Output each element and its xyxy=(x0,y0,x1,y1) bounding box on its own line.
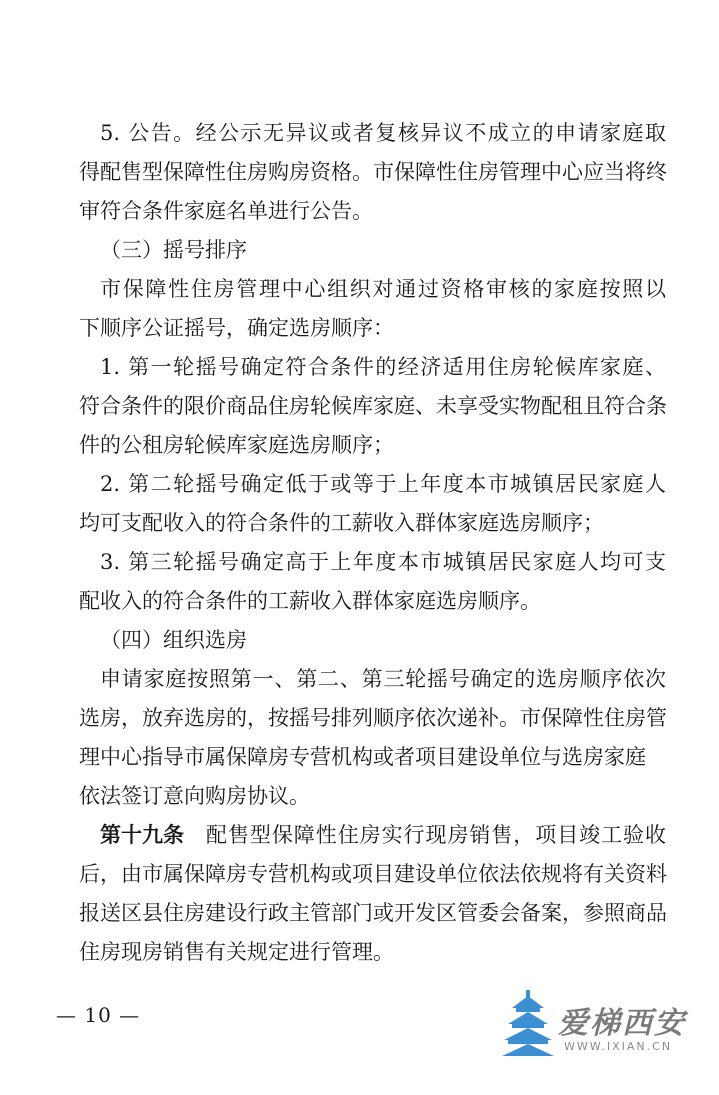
paragraph-line: 均可支配收入的符合条件的工薪收入群体家庭选房顺序； xyxy=(79,511,604,535)
paragraph-line: 选房，放弃选房的，按摇号排列顺序依次递补。市保障性住房管 xyxy=(79,706,667,730)
paragraph-line: 得配售型保障性住房购房资格。市保障性住房管理中心应当将终 xyxy=(79,160,667,184)
paragraph-line: 3. 第三轮摇号确定高于上年度本市城镇居民家庭人均可支 xyxy=(100,550,666,574)
paragraph-line: 市保障性住房管理中心组织对通过资格审核的家庭按照以 xyxy=(100,277,666,301)
paragraph-line: 5. 公告。经公示无异议或者复核异议不成立的申请家庭取 xyxy=(100,121,666,145)
paragraph-line: 申请家庭按照第一、第二、第三轮摇号确定的选房顺序依次 xyxy=(100,667,666,691)
section-heading: （三）摇号排序 xyxy=(100,238,247,262)
paragraph-line: 配售型保障性住房实行现房销售，项目竣工验收 xyxy=(206,823,666,847)
paragraph-line: 件的公租房轮候库家庭选房顺序； xyxy=(79,433,394,457)
paragraph-line: 下顺序公证摇号，确定选房顺序： xyxy=(79,316,394,340)
paragraph-line: 后，由市属保障房专营机构或项目建设单位依法依规将有关资料 xyxy=(79,862,667,886)
watermark-logo xyxy=(502,990,702,1060)
paragraph-line: 审符合条件家庭名单进行公告。 xyxy=(79,199,373,223)
paragraph-line: 依法签订意向购房协议。 xyxy=(79,784,310,808)
paragraph-line: 符合条件的限价商品住房轮候库家庭、未享受实物配租且符合条 xyxy=(79,394,667,418)
paragraph-line: 2. 第二轮摇号确定低于或等于上年度本市城镇居民家庭人 xyxy=(100,472,666,496)
section-heading: （四）组织选房 xyxy=(100,628,247,652)
paragraph-line: 住房现房销售有关规定进行管理。 xyxy=(79,940,394,964)
paragraph-line: 报送区县住房建设行政主管部门或开发区管委会备案，参照商品 xyxy=(79,901,667,925)
paragraph-line: 配收入的符合条件的工薪收入群体家庭选房顺序。 xyxy=(79,589,541,613)
article-line xyxy=(100,820,666,850)
paragraph-line: 1. 第一轮摇号确定符合条件的经济适用住房轮候库家庭、 xyxy=(100,355,666,379)
article-heading: 第十九条 xyxy=(100,822,184,847)
page-number: — 10 — xyxy=(56,1003,141,1027)
watermark-name: 爱梯西安 xyxy=(558,1006,686,1041)
paragraph-line: 理中心指导市属保障房专营机构或者项目建设单位与选房家庭 xyxy=(79,745,646,769)
tower-icon xyxy=(502,990,554,1058)
watermark-url: WWW.IXIAN.CN xyxy=(564,1040,673,1053)
